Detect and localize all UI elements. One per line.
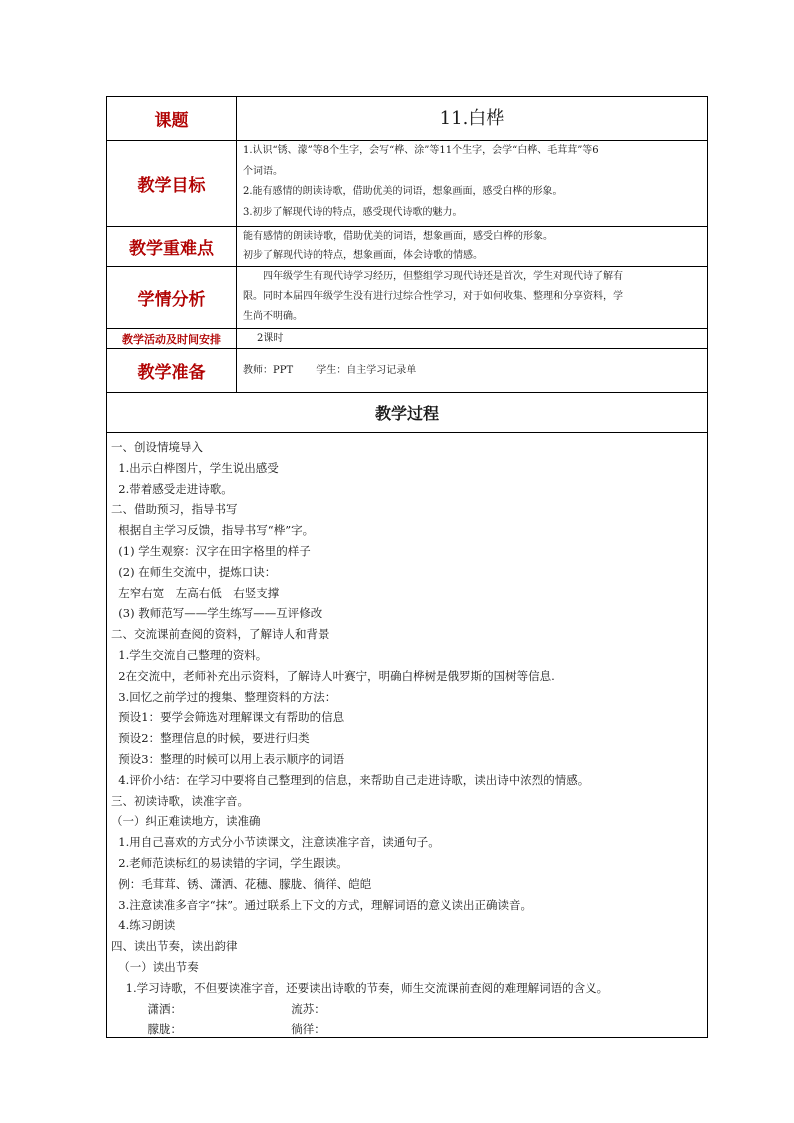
label-goals: 教学目标 [107, 141, 237, 226]
key-line: 能有感情的朗读诗歌，借助优美的词语，想象画面，感受白桦的形象。 [243, 231, 553, 242]
row-key-points [107, 227, 707, 267]
process-line: 1.学生交流自己整理的资料。 [111, 647, 268, 662]
goals-line: 3.初步了解现代诗的特点，感受现代诗歌的魅力。 [243, 206, 463, 218]
row-analysis [107, 267, 707, 329]
process-line: 预设1：要学会筛选对理解课文有帮助的信息 [111, 710, 345, 725]
key-line: 初步了解现代诗的特点，想象画面，体会诗歌的情感。 [243, 250, 483, 261]
label-prep: 教学准备 [107, 349, 237, 392]
label-title: 课题 [107, 97, 237, 140]
process-line: 四、读出节奏，读出韵律 [111, 939, 238, 954]
value-analysis [237, 267, 707, 328]
process-line: （一）纠正难读地方，读准确 [111, 814, 261, 829]
row-prep [107, 349, 707, 393]
process-line: 1.出示白桦图片，学生说出感受 [111, 460, 279, 475]
process-line: （一）读出节奏 [111, 959, 199, 974]
value-schedule: 2课时 [257, 333, 284, 344]
process-line: 1.学习诗歌，不但要读准字音，还要读出诗歌的节奏，师生交流课前查阅的难理解词语的含义。 [111, 980, 609, 995]
process-line: 3.回忆之前学过的搜集、整理资料的方法： [111, 689, 337, 704]
process-line: 潇洒： 流苏： [111, 1001, 326, 1016]
process-line: 4.评价小结：在学习中要将自己整理到的信息，来帮助自己走进诗歌，读出诗中浓烈的情感。 [111, 772, 590, 787]
process-line: 4.练习朗读 [111, 918, 176, 933]
row-title [107, 97, 707, 141]
process-line: (2) 在师生交流中，提炼口诀： [111, 564, 277, 579]
goals-line: 1.认识“锈、濛”等8个生字，会写“桦、涂”等11个生字，会学“白桦、毛茸茸”等6 [243, 145, 599, 156]
process-line: 二、借助预习，指导书写 [111, 502, 238, 517]
analysis-line: 四年级学生有现代诗学习经历，但整组学习现代诗还是首次，学生对现代诗了解有 [243, 271, 623, 282]
label-schedule: 教学活动及时间安排 [107, 329, 237, 348]
process-line: 1.用自己喜欢的方式分小节读课文，注意读准字音，读通句子。 [111, 835, 440, 850]
label-analysis: 学情分析 [107, 267, 237, 328]
process-line: 三、初读诗歌，读准字音。 [111, 793, 249, 808]
process-line: 朦胧： 徜徉： [111, 1022, 326, 1037]
value-title: 11.白桦 [439, 108, 505, 129]
label-key-points: 教学重难点 [107, 227, 237, 266]
process-line: 一、创设情境导入 [111, 440, 203, 454]
process-line: 2.老师范读标红的易读错的字词，学生跟读。 [111, 855, 348, 870]
process-line: 2.带着感受走进诗歌。 [111, 481, 233, 496]
process-line: (3) 教师范写——学生练写——互评修改 [111, 606, 323, 621]
lesson-plan-table [106, 96, 708, 1038]
process-line: 2在交流中，老师补充出示资料，了解诗人叶赛宁，明确白桦树是俄罗斯的国树等信息. [111, 668, 555, 683]
process-heading: 教学过程 [107, 393, 707, 433]
process-line: 二、交流课前查阅的资料，了解诗人和背景 [111, 627, 330, 642]
process-line: 3.注意读准多音字“抹”。通过联系上下文的方式，理解词语的意义读出正确读音。 [111, 897, 533, 912]
value-goals [237, 141, 707, 226]
row-schedule [107, 329, 707, 349]
process-line: (1) 学生观察：汉字在田字格里的样子 [111, 543, 311, 558]
process-line: 左窄右宽 左高右低 右竖支撑 [111, 585, 280, 600]
goals-line: 个词语。 [243, 165, 283, 177]
analysis-line: 生尚不明确。 [243, 311, 303, 322]
process-line: 例：毛茸茸、锈、潇洒、花穗、朦胧、徜徉、皑皑 [111, 876, 372, 891]
goals-line: 2.能有感情的朗读诗歌，借助优美的词语，想象画面，感受白桦的形象。 [243, 186, 563, 197]
analysis-line: 限。同时本届四年级学生没有进行过综合性学习，对于如何收集、整理和分享资料，学 [243, 291, 623, 302]
value-key-points [237, 227, 707, 266]
process-line: 根据自主学习反馈，指导书写“桦”字。 [111, 523, 315, 538]
process-content [111, 437, 703, 1040]
process-line: 预设2：整理信息的时候，要进行归类 [111, 731, 310, 746]
value-prep: 教师：PPT 学生：自主学习记录单 [243, 365, 417, 376]
row-goals [107, 141, 707, 227]
process-line: 预设3：整理的时候可以用上表示顺序的词语 [111, 751, 345, 766]
